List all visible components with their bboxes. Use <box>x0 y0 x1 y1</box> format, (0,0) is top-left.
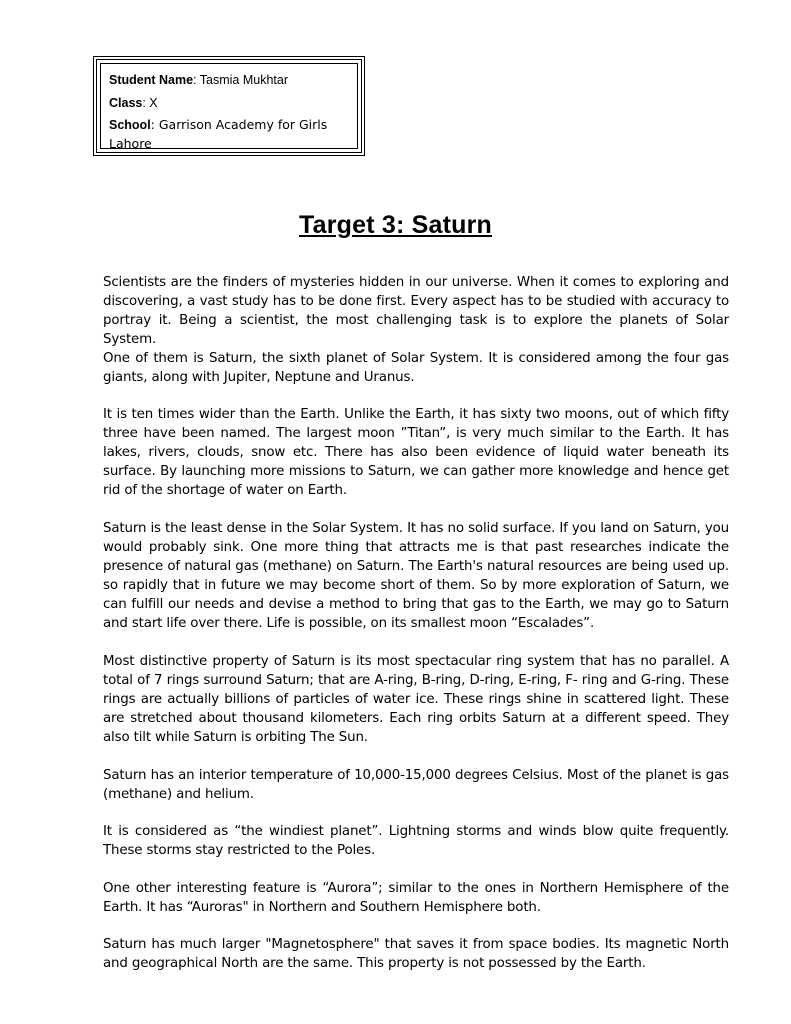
student-name-line <box>109 72 288 88</box>
student-info-box <box>93 56 365 156</box>
page-title: Target 3: Saturn <box>298 211 493 239</box>
paragraph-2: One of them is Saturn, the sixth planet of Solar System. It is considered among the four gas giants, along with Jupiter, Neptune and Uranus. <box>103 351 729 385</box>
paragraph-1: Scientists are the finders of mysteries hidden in our universe. When it comes to exploring and discovering, a vast study has to be done first. Every aspect has to be studied with accuracy to portray it. Being a scientist, the most challenging task is to explore the planets of Solar System. <box>103 275 729 347</box>
student-name-value: : Tasmia Mukhtar <box>193 73 288 87</box>
school-value: : Garrison Academy for Girls <box>150 117 328 132</box>
class-label: Class <box>109 96 143 110</box>
paragraph-8: One other interesting feature is “Aurora”; similar to the ones in Northern Hemisphere of the Earth. It has “Auroras" in Northern and Southern Hemisphere both. <box>103 881 729 915</box>
class-line <box>109 95 158 111</box>
paragraph-9: Saturn has much larger "Magnetosphere" that saves it from space bodies. Its magnetic North and geographical North are the same. This property is not possessed by the Earth. <box>103 937 729 971</box>
school-line <box>109 117 327 133</box>
paragraph-5: Most distinctive property of Saturn is its most spectacular ring system that has no parallel. A total of 7 rings surround Saturn; that are A-ring, B-ring, D-ring, E-ring, F- ring and G-ring. These rings are actually billions of particles of water ice. These rings shine in scattered light. These are stretched about thousand kilometers. Each ring orbits Saturn at a different speed. They also tilt while Saturn is orbiting The Sun. <box>103 654 729 745</box>
school-label: School <box>109 118 151 132</box>
class-value: : X <box>142 96 158 110</box>
school-value-line-2: Lahore <box>109 136 152 151</box>
paragraph-4: Saturn is the least dense in the Solar System. It has no solid surface. If you land on Saturn, you would probably sink. One more thing that attracts me is that past researches indicate the presence of natural gas (methane) on Saturn. The Earth's natural resources are being used up. so rapidly that in future we may become short of them. So by more exploration of Saturn, we can fulfill our needs and devise a method to bring that gas to the Earth, we may go to Saturn and start life over there. Life is possible, on its smallest moon “Escalades”. <box>103 521 729 631</box>
paragraph-7: It is considered as “the windiest planet”. Lightning storms and winds blow quite frequently. These storms stay restricted to the Poles. <box>103 824 729 858</box>
student-name-label: Student Name <box>109 73 194 87</box>
paragraph-3: It is ten times wider than the Earth. Unlike the Earth, it has sixty two moons, out of which fifty three have been named. The largest moon ”Titan”, is very much similar to the Earth. It has lakes, rivers, clouds, snow etc. There has also been evidence of liquid water beneath its surface. By launching more missions to Saturn, we can gather more knowledge and hence get rid of the shortage of water on Earth. <box>103 407 729 498</box>
paragraph-6: Saturn has an interior temperature of 10,000-15,000 degrees Celsius. Most of the planet is gas (methane) and helium. <box>103 768 729 802</box>
